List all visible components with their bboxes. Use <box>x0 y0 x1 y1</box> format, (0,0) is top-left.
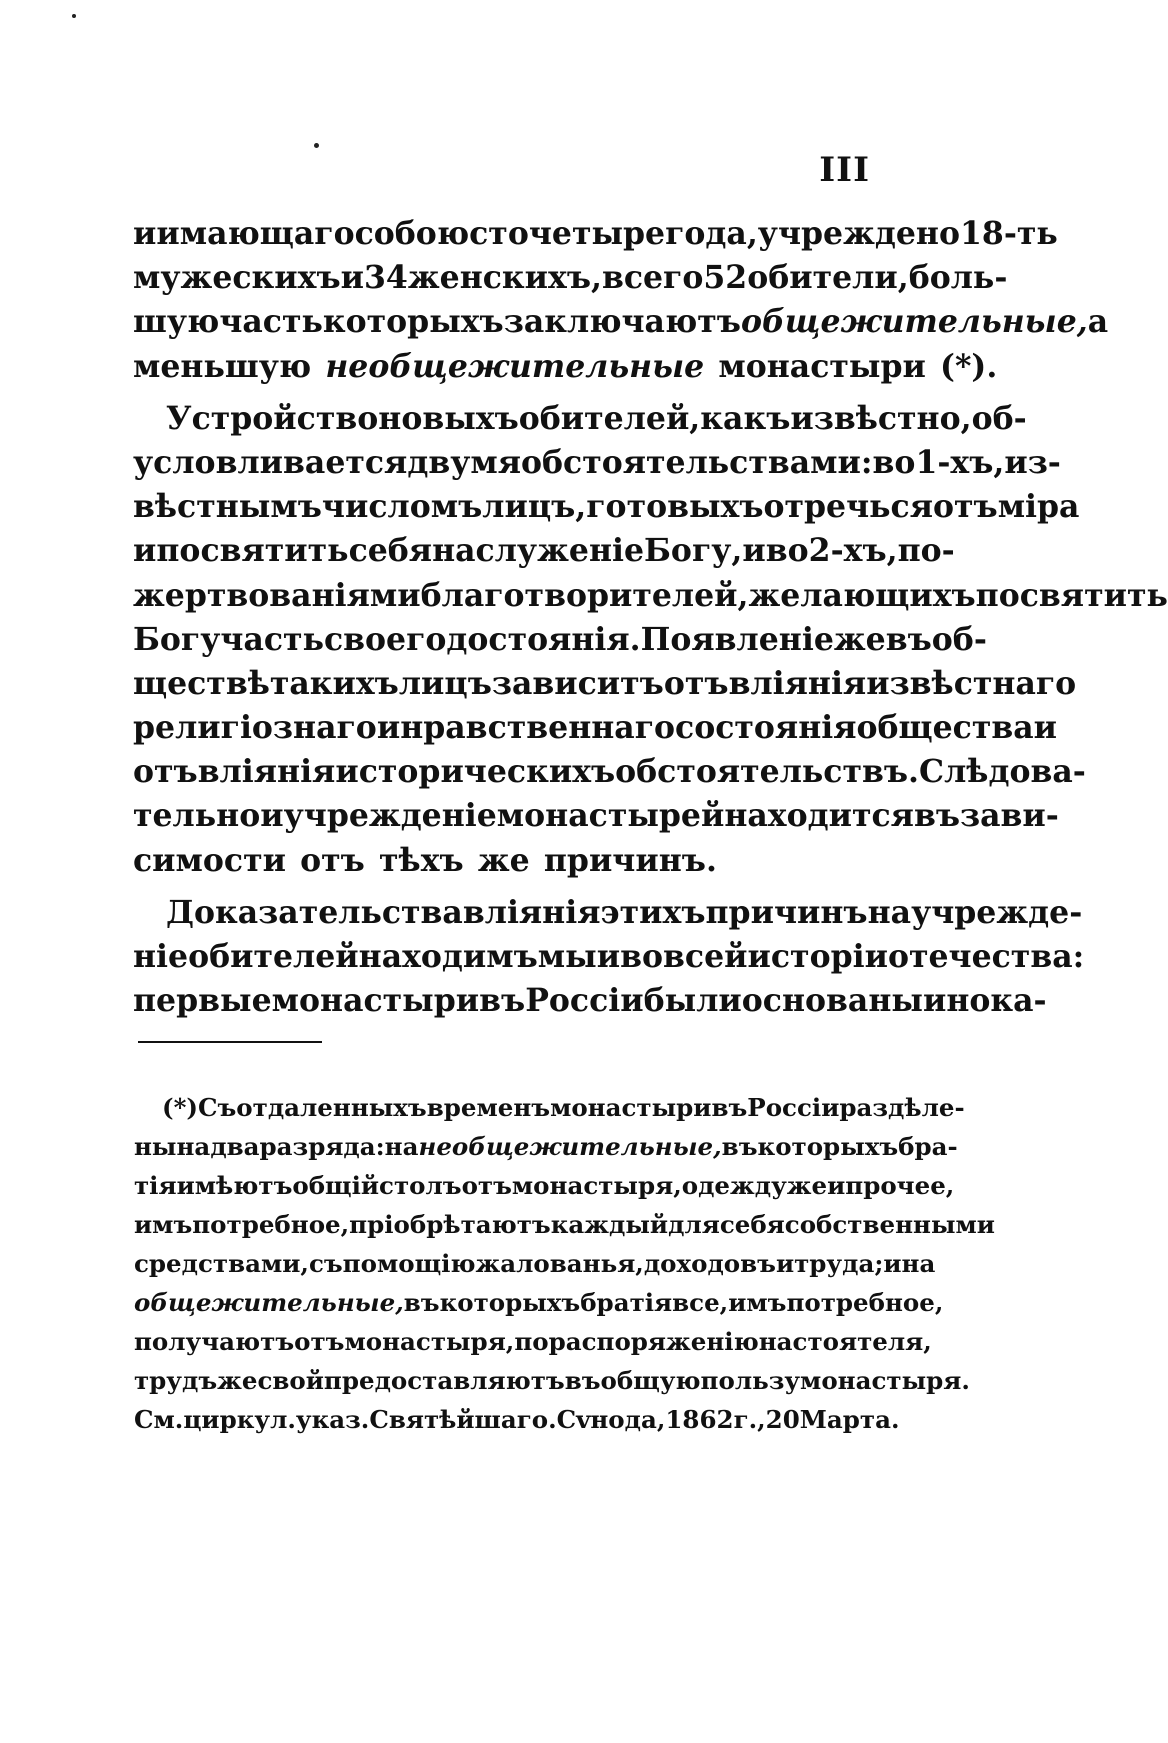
word: шую <box>133 303 220 341</box>
footnote <box>134 1088 995 1439</box>
word: извѣстно, <box>790 399 972 437</box>
word: потребное, <box>192 1210 350 1239</box>
word: временъ <box>426 1093 551 1122</box>
word: столъ <box>379 1171 462 1200</box>
word: причинъ. <box>543 841 717 879</box>
main-text <box>133 212 1168 1023</box>
word: женскихъ, <box>407 259 602 297</box>
word: себя <box>719 1210 785 1239</box>
word: Съ <box>198 1093 237 1122</box>
word: свой <box>257 1366 324 1395</box>
word: ществѣ <box>133 664 270 702</box>
word: состоянія <box>675 709 857 747</box>
word: въ <box>479 982 526 1020</box>
text-line <box>133 256 1008 300</box>
word: Богу, <box>644 532 743 570</box>
word: года, <box>665 215 758 252</box>
text-line <box>134 1088 965 1127</box>
word: имѣютъ <box>176 1171 293 1200</box>
word: въ <box>564 1366 601 1395</box>
word: меньшую <box>133 347 312 385</box>
word: разряда: <box>259 1132 385 1161</box>
text-line <box>133 212 1058 256</box>
word: инока- <box>922 982 1047 1020</box>
word: и <box>596 938 621 975</box>
word: всего <box>601 259 704 297</box>
word: учрежде- <box>911 893 1083 931</box>
word: жертвованіями <box>133 576 421 614</box>
word: монастыря, <box>511 1171 682 1200</box>
text-line <box>134 1127 958 1166</box>
word: во <box>620 938 664 975</box>
word: тѣхъ <box>379 841 464 879</box>
print-speck <box>72 14 76 18</box>
word: а <box>1087 303 1109 341</box>
text-line <box>133 618 987 662</box>
word: Слѣдова- <box>919 753 1086 791</box>
word: монастыри <box>718 347 926 385</box>
word: на <box>384 1132 419 1161</box>
word: ніе <box>133 938 189 975</box>
word: которыхъ <box>439 1288 581 1317</box>
word: распоряженію <box>548 1327 759 1356</box>
word: потребное, <box>786 1288 944 1317</box>
word: учреждено <box>757 215 960 252</box>
word: общежительные, <box>134 1288 404 1317</box>
word: и <box>260 797 284 835</box>
word: на <box>432 532 476 570</box>
word: нравственнаго <box>400 709 676 747</box>
word: 1862 <box>665 1405 734 1434</box>
word: и <box>376 709 401 747</box>
word: на <box>901 1249 936 1278</box>
word: служеніе <box>475 532 645 570</box>
word: два <box>210 1132 260 1161</box>
word: благотворителей, <box>420 576 749 614</box>
word: по <box>514 1327 549 1356</box>
word: религіознаго <box>133 709 377 747</box>
word: указ. <box>295 1405 370 1434</box>
word: настоятеля, <box>758 1327 932 1356</box>
word: историческихъ <box>335 753 616 791</box>
text-line <box>134 1205 995 1244</box>
word: вѣстнымъ <box>133 488 322 526</box>
word: находимъ <box>358 938 538 975</box>
word: 2-хъ, <box>808 532 898 570</box>
text-line <box>133 300 1109 344</box>
word: об- <box>971 399 1027 437</box>
word: Устройство <box>166 399 379 437</box>
word: Появленіе <box>640 620 834 658</box>
word: всей <box>663 938 748 975</box>
word: Сvнода, <box>556 1405 666 1434</box>
word: обителей <box>188 938 359 975</box>
paragraph-gap <box>133 389 871 397</box>
word: сто <box>469 215 529 252</box>
word: вліянія <box>462 893 601 931</box>
word: посвятить <box>156 532 349 570</box>
word: желающихъ <box>748 576 976 614</box>
word: прочее, <box>845 1171 955 1200</box>
word: по- <box>897 532 955 570</box>
word: двумя <box>407 443 522 481</box>
word: для <box>668 1210 720 1239</box>
word: трудъ <box>134 1366 218 1395</box>
word: же <box>833 620 886 658</box>
word: отречься <box>763 488 933 526</box>
word: основаны <box>741 982 923 1020</box>
word: вліянія <box>728 664 867 702</box>
word: симости <box>133 841 286 879</box>
page-number: III <box>819 150 870 190</box>
word: циркул. <box>183 1405 296 1434</box>
footnote-separator <box>138 1041 322 1043</box>
word: въ <box>403 1288 440 1317</box>
word: обители, <box>747 259 909 297</box>
print-speck <box>314 143 319 148</box>
word: из- <box>1004 443 1061 481</box>
word: имъ <box>134 1210 193 1239</box>
text-line <box>133 574 1168 618</box>
word: какъ <box>700 399 791 437</box>
word: общую <box>600 1366 701 1395</box>
word: все, <box>672 1288 729 1317</box>
word: имъ <box>728 1288 787 1317</box>
text-line <box>133 529 955 573</box>
word: себя <box>348 532 433 570</box>
word: общества <box>856 709 1034 747</box>
word: общежительные, <box>740 303 1088 341</box>
word: труда; <box>794 1249 884 1278</box>
word: обстоятельствъ. <box>615 753 920 791</box>
text-line <box>133 839 871 883</box>
word: тельно <box>133 797 261 835</box>
word: одежду <box>681 1171 787 1200</box>
word: лицъ <box>398 664 492 702</box>
word: же <box>786 1171 828 1200</box>
word: находится <box>724 797 914 835</box>
word: которыхъ <box>322 303 504 341</box>
word: общій <box>292 1171 380 1200</box>
word: (*). <box>940 347 998 385</box>
word: своего <box>323 620 447 658</box>
word: 18-ть <box>960 215 1058 252</box>
word: мужескихъ <box>133 259 341 297</box>
text-line <box>133 935 1085 979</box>
word: во <box>872 443 916 481</box>
word: условливается <box>133 443 408 481</box>
word: необщежительные, <box>418 1132 722 1161</box>
word: первые <box>133 982 272 1020</box>
word: которыхъ <box>757 1132 899 1161</box>
word: (*) <box>162 1093 198 1122</box>
word: средствами, <box>134 1249 309 1278</box>
word: учрежденіе <box>283 797 497 835</box>
word: иимающаго <box>133 215 355 252</box>
text-line <box>133 441 1061 485</box>
word: монастыри <box>271 982 480 1020</box>
word: съ <box>308 1249 343 1278</box>
text-line <box>134 1322 932 1361</box>
word: и <box>742 532 766 570</box>
word: зави- <box>960 797 1059 835</box>
word: причинъ <box>705 893 868 931</box>
word: монастырей <box>496 797 725 835</box>
word: собственными <box>784 1210 995 1239</box>
word: отъ <box>461 1171 512 1200</box>
word: заключаютъ <box>503 303 741 341</box>
word: и <box>883 1249 902 1278</box>
word: отъ <box>663 664 729 702</box>
word: готовыхъ <box>586 488 764 526</box>
word: извѣстнаго <box>866 664 1077 702</box>
word: раздѣле- <box>839 1093 965 1122</box>
word: вліянія <box>197 753 336 791</box>
word: собою <box>354 215 470 252</box>
word: монастыря. <box>800 1366 970 1395</box>
word: Россіи <box>525 982 644 1020</box>
word: зависитъ <box>491 664 664 702</box>
word: См. <box>134 1405 184 1434</box>
word: во <box>765 532 809 570</box>
word: на <box>176 1132 211 1161</box>
text-line <box>133 750 1086 794</box>
word: отъ <box>932 488 998 526</box>
word: 20 <box>765 1405 800 1434</box>
word: жалованья, <box>475 1249 644 1278</box>
word: четыре <box>528 215 666 252</box>
word: часть <box>220 620 324 658</box>
word: міра <box>997 488 1080 526</box>
paragraph-gap <box>133 883 871 891</box>
word: числомъ <box>321 488 483 526</box>
word: посвятить <box>975 576 1168 614</box>
word: боль- <box>908 259 1008 297</box>
word: и <box>775 1249 795 1278</box>
text-line <box>133 706 1058 750</box>
word: отдаленныхъ <box>236 1093 427 1122</box>
word: часть <box>219 303 323 341</box>
word: предоставляютъ <box>323 1366 565 1395</box>
text-line <box>133 485 1080 529</box>
text-line <box>134 1400 900 1439</box>
word: исторіи <box>747 938 888 975</box>
text-line <box>133 979 1047 1023</box>
word: въ <box>721 1132 758 1161</box>
text-line <box>134 1166 955 1205</box>
word: пріобрѣтаютъ <box>349 1210 551 1239</box>
text-line <box>134 1361 970 1400</box>
word: и <box>133 532 157 570</box>
word: отечества: <box>887 938 1085 975</box>
word: достоянія. <box>446 620 641 658</box>
word: 34 <box>364 259 408 297</box>
word: каждый <box>550 1210 669 1239</box>
word: Доказательства <box>166 893 463 931</box>
word: въ <box>885 620 932 658</box>
word: монастыри <box>550 1093 712 1122</box>
word: обителей, <box>518 399 701 437</box>
word: получаютъ <box>134 1327 295 1356</box>
word: же <box>477 841 530 879</box>
word: отъ <box>300 841 365 879</box>
word: были <box>643 982 742 1020</box>
word: об- <box>931 620 987 658</box>
word: лицъ, <box>482 488 587 526</box>
word: на <box>867 893 912 931</box>
word: ны <box>134 1132 177 1161</box>
text-line <box>133 662 1077 706</box>
text-line <box>133 397 1027 441</box>
text-line <box>134 1244 936 1283</box>
word: Россіи <box>747 1093 840 1122</box>
word: монастыря, <box>344 1327 515 1356</box>
word: Святѣйшаго. <box>369 1405 557 1434</box>
word: новыхъ <box>378 399 519 437</box>
word: отъ <box>294 1327 345 1356</box>
word: же <box>217 1366 258 1395</box>
word: и <box>827 1171 846 1200</box>
word: и <box>340 259 364 297</box>
word: г., <box>733 1405 766 1434</box>
word: и <box>1033 709 1058 747</box>
word: Богу <box>133 620 221 658</box>
word: мы <box>537 938 597 975</box>
word: братія <box>580 1288 673 1317</box>
word: 1-хъ, <box>915 443 1005 481</box>
word: 52 <box>703 259 748 297</box>
text-line <box>133 891 1083 935</box>
word: доходовъ <box>643 1249 776 1278</box>
word: въ <box>711 1093 748 1122</box>
text-line <box>134 1283 944 1322</box>
word: обстоятельствами: <box>521 443 873 481</box>
word: въ <box>913 797 960 835</box>
word: этихъ <box>600 893 706 931</box>
text-line <box>133 345 998 389</box>
word: тія <box>134 1171 177 1200</box>
word: бра- <box>898 1132 958 1161</box>
text-line <box>133 794 1059 838</box>
word: пользу <box>700 1366 801 1395</box>
word: помощію <box>342 1249 476 1278</box>
word: такихъ <box>269 664 399 702</box>
word: отъ <box>133 753 198 791</box>
word: Марта. <box>799 1405 900 1434</box>
word: необщежительные <box>325 347 705 385</box>
